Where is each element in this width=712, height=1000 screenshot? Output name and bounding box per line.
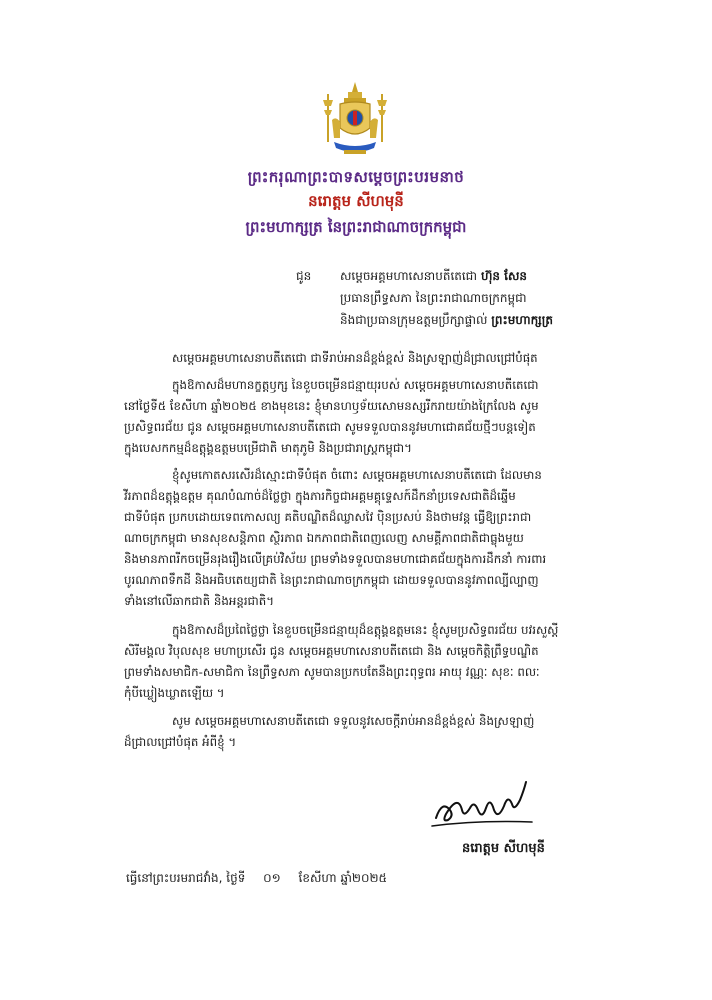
body-line: វីរភាពដ៏ឧត្តុង្គឧត្តម គុណបំណាច់ដ៏ថ្លៃថ្លា ក្នុងភារកិច្ចជាអគ្គមគ្គុទ្ទេសក៍ដឹកនាំប្រទេសជាតិដ៏ឆ្នើម: [124, 489, 516, 503]
body-line: សូម សម្តេចអគ្គមហាសេនាបតីតេជោ ទទួលនូវសេចក្តីរាប់អានដ៏ខ្ពង់ខ្ពស់ និងស្រឡាញ់: [172, 714, 535, 728]
recipient-line-2: ប្រធានព្រឹទ្ធសភា នៃព្រះរាជាណាចក្រកម្ពុជា: [340, 291, 527, 305]
body-line: ជាទីបំផុត ប្រកបដោយទេពកោសល្យ គតិបណ្ឌិតដ៏ឈ្លាសវៃ ប៉ិនប្រសប់ និងថាមវន្ត ធ្វើឱ្យព្រះរាជា: [124, 510, 532, 524]
royal-emblem-icon: [320, 80, 390, 160]
date-line: [126, 870, 387, 888]
recipient-label: ជូន: [296, 269, 312, 283]
recipient-line-1: [340, 268, 527, 286]
recipient-line-3: [340, 312, 553, 330]
body-line: ណាចក្រកម្ពុជា មានសុខសន្តិភាព ស្ថិរភាព ឯកភាពជាតិពេញលេញ សាមគ្គីភាពជាតិជាធ្លុងមួយ: [124, 531, 524, 545]
body-line: ព្រមទាំងសមាជិក-សមាជិកា នៃព្រឹទ្ធសភា សូមបានប្រកបតែនឹងព្រះពុទ្ធពរ អាយុ វណ្ណៈ សុខៈ ពលៈ: [124, 665, 540, 679]
date-prefix: ធ្វើនៅព្រះបរមរាជវាំង, ថ្ងៃទី: [126, 871, 246, 885]
body-line: ទាំងនៅលើឆាកជាតិ និងអន្តរជាតិ។: [124, 594, 275, 608]
recipient-role-king: ព្រះមហាក្សត្រ: [491, 313, 553, 327]
recipient-name: ហ៊ុន សែន: [480, 269, 528, 283]
royal-title-line: ព្រះករុណាព្រះបាទសម្តេចព្រះបរមនាថ: [247, 168, 465, 186]
body-line: បូរណភាពទឹកដី និងអធិបតេយ្យជាតិ នៃព្រះរាជាណាចក្រកម្ពុជា ដោយទទួលបាននូវភាពល្បីល្បាញ: [124, 573, 539, 587]
salutation: សម្តេចអគ្គមហាសេនាបតីតេជោ ជាទីរាប់អានដ៏ខ្ពង់ខ្ពស់ និងស្រឡាញ់ដ៏ជ្រាលជ្រៅបំផុត: [172, 351, 538, 365]
king-title-line: ព្រះមហាក្សត្រ នៃព្រះរាជាណាចក្រកម្ពុជា: [245, 218, 467, 236]
recipient-role: និងជាប្រធានក្រុមឧត្តមប្រឹក្សាផ្ទាល់: [340, 313, 488, 327]
body-line: ដ៏ជ្រាលជ្រៅបំផុត អំពីខ្ញុំ ។: [124, 735, 237, 749]
body-line: និងមានភាពរីកចម្រើនរុងរឿងលើគ្រប់វិស័យ ព្រមទាំងទទួលបានមហាជោគជ័យក្នុងការដឹកនាំ ការពារ: [124, 552, 547, 566]
body-line: សិរីមង្គល វិបុលសុខ មហាប្រសើរ ជូន សម្តេចអគ្គមហាសេនាបតីតេជោ និង សម្តេចកិត្តិព្រឹទ្ធបណ្ឌិត: [124, 644, 539, 658]
body-line: ក្នុងឱកាសដ៏មហានក្ខត្តឫក្ស នៃខួបចម្រើនជន្មាយុរបស់ សម្តេចអគ្គមហាសេនាបតីតេជោ: [172, 378, 539, 392]
king-name: នរោត្តម សីហមុនី: [308, 192, 404, 210]
body-line: កុំបីឃ្លៀងឃ្លាតឡើយ ។: [124, 686, 225, 700]
signatory-name: នរោត្តម សីហមុនី: [462, 841, 545, 856]
handwritten-signature: [428, 770, 538, 830]
body-line: ខ្ញុំសូមកោតសរសើរដ៏ស្មោះជាទីបំផុត ចំពោះ សម្តេចអគ្គមហាសេនាបតីតេជោ ដែលមាន: [172, 468, 542, 482]
body-line: ក្នុងឱកាសដ៏ប្រពៃថ្លៃថ្លា នៃខួបចម្រើនជន្មាយុដ៏ឧត្តុង្គឧត្តមនេះ ខ្ញុំសូមប្រសិទ្ធពរជ័យ បវរសួស្តី: [172, 623, 559, 637]
recipient-title: សម្តេចអគ្គមហាសេនាបតីតេជោ: [340, 269, 478, 283]
date-suffix: ខែសីហា ឆ្នាំ២០២៥: [298, 871, 388, 885]
body-line: ក្នុងបេសកកម្មដ៏ឧត្តុង្គឧត្តមបម្រើជាតិ មាតុភូមិ និងប្រជារាស្រ្តកម្ពុជា។: [124, 441, 412, 455]
date-day: ០១: [263, 871, 281, 885]
body-line: ប្រសិទ្ធពរជ័យ ជូន សម្តេចអគ្គមហាសេនាបតីតេជោ សូមទទួលបាននូវមហាជោគជ័យថ្មីៗបន្តទៀត: [124, 420, 536, 434]
body-line: នៅថ្ងៃទី៥ ខែសីហា ឆ្នាំ២០២៥ ខាងមុខនេះ ខ្ញុំមានហឫទ័យសោមនស្សរីករាយយ៉ាងក្រៃលែង សូម: [124, 399, 539, 413]
